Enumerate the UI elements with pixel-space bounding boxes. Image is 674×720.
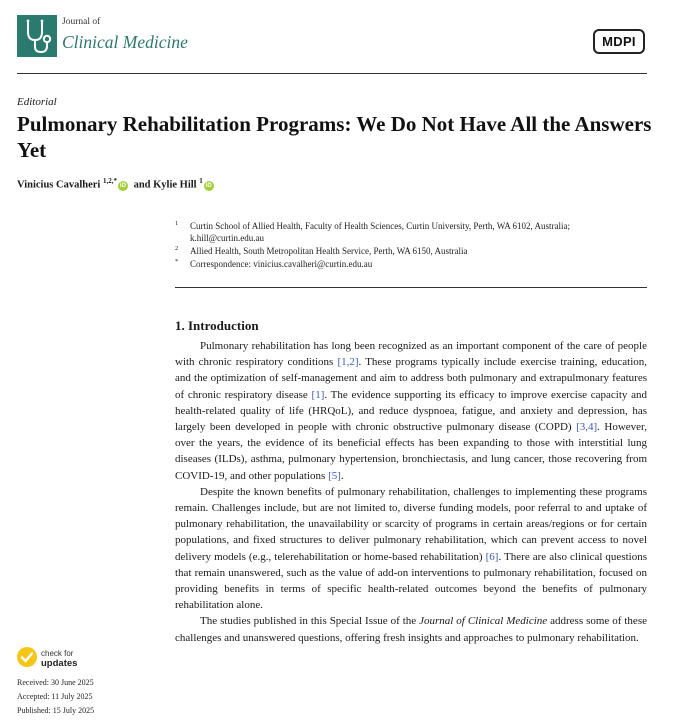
citation-link[interactable]: [3,4] (576, 421, 598, 434)
header-divider (17, 73, 647, 74)
updates-label[interactable]: updates (41, 658, 78, 669)
text-run: The studies published in this Special Issue of the (200, 615, 420, 628)
received-date: Received: 30 June 2025 (17, 678, 94, 687)
affiliation (175, 220, 645, 244)
article-type: Editorial (17, 96, 57, 108)
author-conjunction: and (133, 179, 151, 191)
accepted-date: Accepted: 11 July 2025 (17, 692, 93, 701)
published-date: Published: 15 July 2025 (17, 706, 95, 715)
text-run: Pulmonary rehabilitation has long been recognized as an important component of the care of people with chronic respiratory conditions (175, 340, 647, 369)
journal-name-italic: Journal of Clinical Medicine (419, 615, 548, 628)
text-run: . However, over the years, the evidence of its beneficial effects has been expanding to those with interstitial lung diseases (ILDs), asthma, pulmonary hypertension, bronchiectasis, and lung cancer, those recovering from COVID-19, and other populations (175, 421, 648, 482)
text-run: . The evidence supporting its efficacy to improve exercise capacity and health-related quality of life (HRQoL), and reduce dyspnoea, fatigue, and anxiety and depression, has largely been developed in people with chronic obstructive pulmonary disease (COPD) (175, 388, 647, 434)
text-run: . These programs typically include exercise training, education, and the optimization of self-management and aim to address both pulmonary and extrapulmonary features of chronic respiratory disease (175, 356, 647, 401)
text-run: . There are also clinical questions that remain unanswered, such as the value of add-on interventions to pulmonary rehabilitation, focused on providing benefits in terms of specific health-related outcomes beyond the benefits of pulmonary rehabilitation alone. (175, 550, 647, 612)
publisher-logo: MDPI (593, 29, 645, 54)
correspondence (175, 258, 645, 270)
affiliation (175, 245, 645, 257)
orcid-icon[interactable]: iD (205, 182, 212, 189)
check-for-updates-icon[interactable] (17, 647, 37, 667)
affiliation-text: Allied Health, South Metropolitan Health Service, Perth, WA 6150, Australia (190, 246, 468, 256)
paragraph (175, 338, 647, 484)
author-affiliation-marks: 1 (199, 177, 203, 185)
citation-link[interactable]: [5] (328, 469, 341, 482)
author-affiliation-marks: 1,2,* (102, 177, 117, 185)
author-list (17, 177, 217, 191)
check-for-updates-label[interactable]: check for (41, 649, 74, 658)
affiliation-mark: * (175, 258, 179, 265)
section-heading: 1. Introduction (175, 318, 259, 333)
orcid-icon[interactable]: iD (119, 182, 126, 189)
citation-link[interactable]: [1] (311, 388, 325, 401)
text-run: address some of these challenges and unanswered questions, offering fresh insights and approaches to pulmonary rehabilitation. (175, 615, 647, 644)
author-name: Vinicius Cavalheri (17, 179, 101, 191)
stethoscope-icon (17, 15, 57, 57)
affiliation-mark: 1 (175, 220, 179, 227)
affiliation-divider (175, 287, 647, 288)
article-title: Pulmonary Rehabilitation Programs: We Do Not Have All the Answers Yet (17, 112, 652, 162)
text-run: Despite the known benefits of pulmonary rehabilitation, challenges to implementing these programs remain. Challenges include, but are not limited to, diverse funding models, poor referral to and uptake of pulmonary rehabilitation, the unavailability or scarcity of programs in certain areas/regions or for certain populations, and fixed structures to deliver pulmonary rehabilitation, which can prevent access to novel delivery models (e.g., telerehabilitation or home-based rehabilitation) (175, 485, 647, 563)
paragraph (175, 613, 647, 645)
journal-name: Clinical Medicine (62, 32, 188, 52)
correspondence-text: Correspondence: vinicius.cavalheri@curtin.edu.au (190, 259, 373, 269)
citation-link[interactable]: [1,2] (337, 356, 359, 369)
citation-link[interactable]: [6] (485, 550, 499, 563)
text-run: . (340, 469, 344, 482)
affiliation-text: Curtin School of Allied Health, Faculty of Health Sciences, Curtin University, Perth, WA 6102, Australia; k.hill@curtin.edu.au (190, 221, 570, 243)
affiliation-mark: 2 (175, 245, 179, 252)
journal-prefix: Journal of (62, 17, 101, 27)
paragraph (175, 484, 647, 614)
article-body (175, 338, 647, 646)
author-name: Kylie Hill (153, 179, 197, 191)
